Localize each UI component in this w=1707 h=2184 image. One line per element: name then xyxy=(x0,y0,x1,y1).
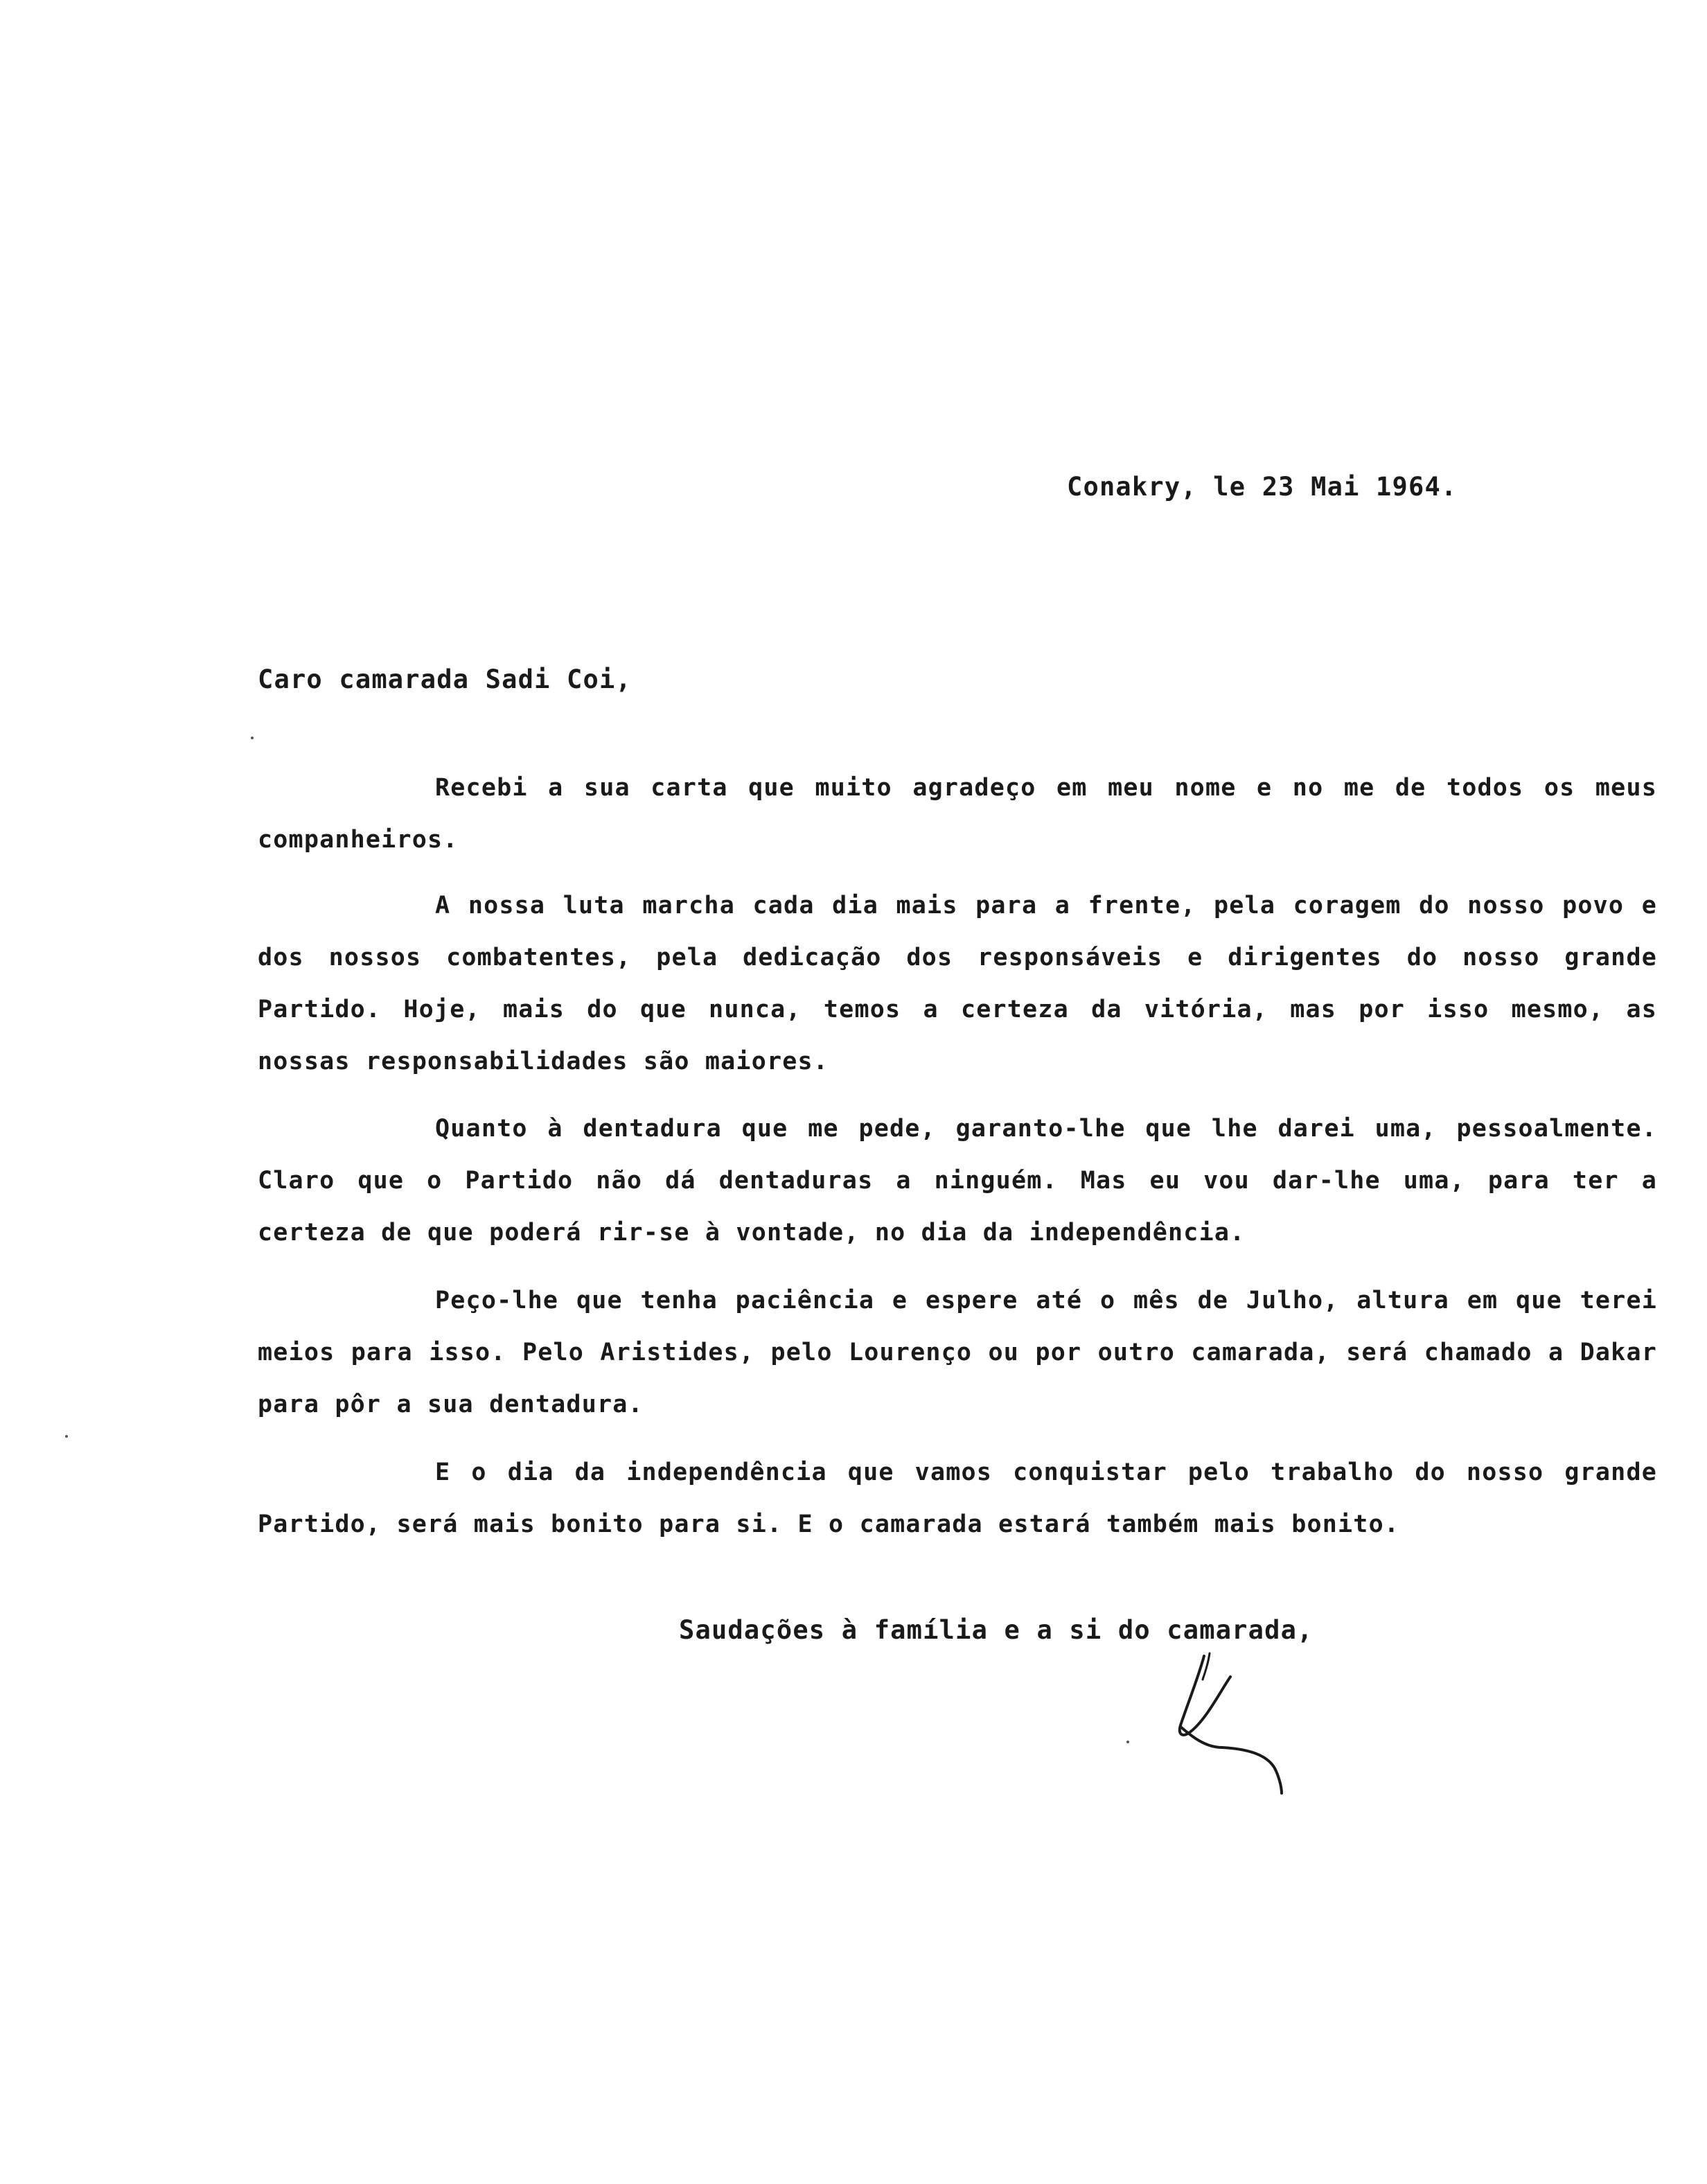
closing: Saudações à família e a si do camarada, xyxy=(679,1615,1314,1645)
paragraph-3: Quanto à dentadura que me pede, garanto-lhe que lhe darei uma, pessoalmente. Claro que o Partido não dá dentaduras a ninguém. Mas eu vou dar-lhe uma, para ter a certeza de que poderá rir-se à vontade, no dia da independência. xyxy=(258,1115,1657,1247)
dateline: Conakry, le 23 Mai 1964. xyxy=(1067,472,1458,502)
salutation: Caro camarada Sadi Coi, xyxy=(258,664,632,694)
paragraph-5: E o dia da independência que vamos conquistar pelo trabalho do nosso grande Partido, será mais bonito para si. E o camarada estará também mais bonito. xyxy=(258,1459,1657,1538)
paragraph-2: A nossa luta marcha cada dia mais para a frente, pela coragem do nosso povo e dos nossos combatentes, pela dedicação dos responsáveis e dirigentes do nosso grande Partido. Hoje, mais do que nunca, temos a certeza da vitória, mas por isso mesmo, as nossas responsabilidades são maiores. xyxy=(258,892,1657,1075)
paper-speck xyxy=(1126,1741,1129,1743)
paper-speck xyxy=(65,1435,68,1438)
signature xyxy=(1150,1635,1309,1795)
paragraph-4: Peço-lhe que tenha paciência e espere até o mês de Julho, altura em que terei meios para isso. Pelo Aristides, pelo Lourenço ou por outro camarada, será chamado a Dakar para pôr a sua dentadura. xyxy=(258,1287,1657,1418)
paragraph-1: Recebi a sua carta que muito agradeço em meu nome e no me de todos os meus companheiros. xyxy=(258,774,1657,854)
paper-speck xyxy=(251,737,254,739)
